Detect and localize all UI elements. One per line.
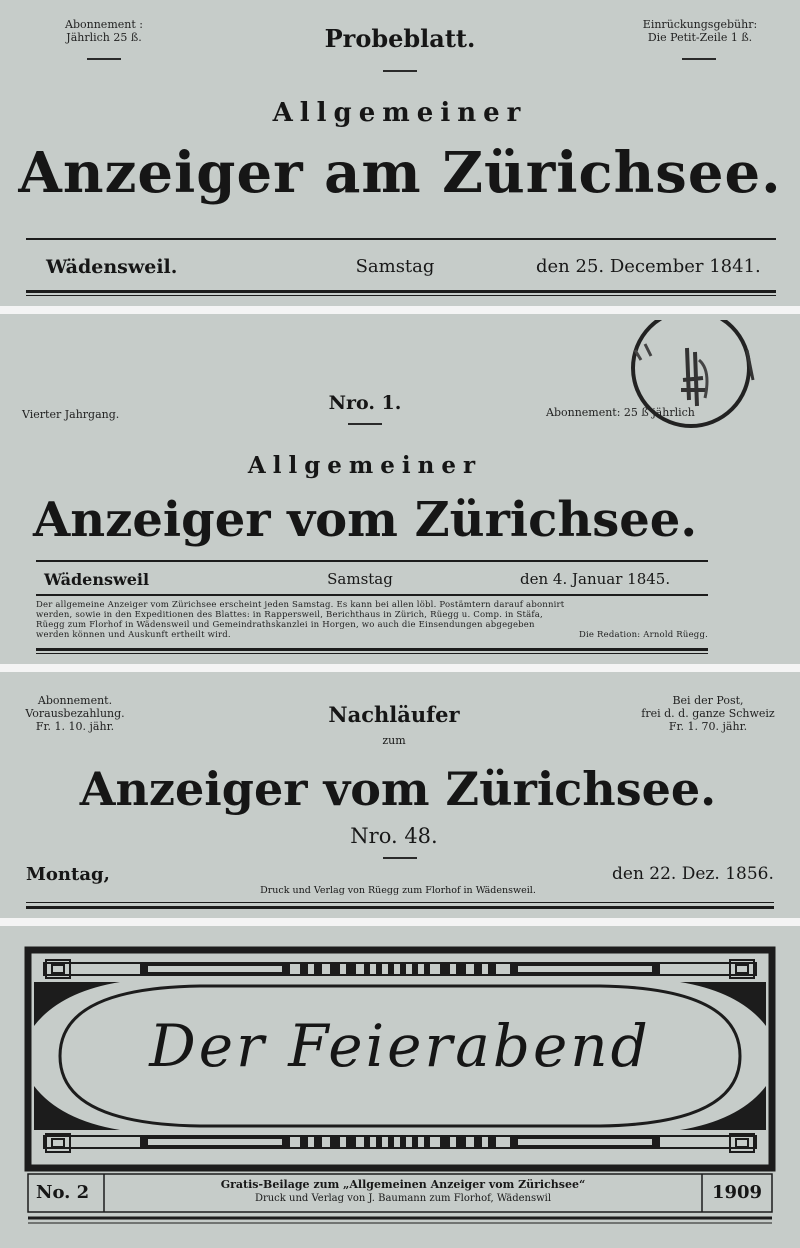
date: den 22. Dez. 1856. <box>612 864 774 884</box>
date: den 4. Januar 1845. <box>520 570 671 588</box>
subscription-note: Abonnement: 25 ß jährlich <box>546 406 695 419</box>
redaction: Die Redation: Arnold Rüegg. <box>578 630 708 640</box>
masthead-1845 <box>0 314 800 664</box>
rule <box>26 906 774 909</box>
rule-short <box>682 58 716 60</box>
place: Wädensweil <box>44 570 150 589</box>
kicker: Allgemeiner <box>247 452 483 479</box>
subscription-note: Abonnement. Vorausbezahlung. Fr. 1. 10. jähr. <box>25 694 125 733</box>
masthead-title: Anzeiger vom Zürichsee. <box>32 492 698 548</box>
rule <box>36 594 708 596</box>
rule <box>26 295 776 296</box>
rule <box>36 648 708 651</box>
year: 1909 <box>711 1182 763 1203</box>
masthead-title: Anzeiger vom Zürichsee. <box>79 762 717 816</box>
masthead-title: Anzeiger am Zürichsee. <box>18 140 782 206</box>
top-title: Probeblatt. <box>324 24 476 53</box>
rule <box>36 653 708 654</box>
zum-label: zum <box>382 734 406 747</box>
postal-note: Bei der Post, frei d. d. ganze Schweiz Fr. 1. 70. jähr. <box>641 694 775 733</box>
issue-number: No. 2 <box>36 1182 90 1203</box>
publication-notice: Der allgemeine Anzeiger vom Zürichsee erscheint jeden Samstag. Es kann bei allen löbl. Postämtern darauf abonnirt werden, sowie in den Expeditionen des Blattes: in Rappersweil, Berichthaus in Zürich, Rüegg u. Comp. in Stäfa, Rüegg zum Florhof in Wädensweil und Gemeindrathskanzlei in Horgen, wo auch die Einsendungen abgegeben werden können und Auskunft ertheilt wird. Die Redation: Arnold Rüegg. <box>36 600 708 640</box>
supplement-imprint: Gratis-Beilage zum „Allgemeinen Anzeiger vom Zürichsee“ Druck und Verlag von J. Baumann zum Florhof, Wädenswil <box>220 1178 586 1204</box>
notice-last-line: werden können und Auskunft ertheilt wird. Die Redation: Arnold Rüegg. <box>36 630 708 640</box>
place: Wädensweil. <box>46 256 178 278</box>
rule <box>26 902 774 903</box>
day: Samstag <box>327 570 393 588</box>
supplement-title: Der Feierabend <box>149 1012 651 1080</box>
rule <box>26 238 776 240</box>
issue-number: Nro. 48. <box>350 824 438 848</box>
rule <box>26 290 776 293</box>
issue-number: Nro. 1. <box>328 392 402 414</box>
advertising-fee-note: Einrückungsgebühr: Die Petit-Zeile 1 ß. <box>642 18 758 44</box>
volume-note: Vierter Jahrgang. <box>22 408 120 421</box>
supplement-title: Nachläufer <box>328 702 460 727</box>
masthead-1841 <box>0 0 800 306</box>
masthead-1856 <box>0 672 800 918</box>
imprint: Druck und Verlag von Rüegg zum Florhof in Wädensweil. <box>260 885 536 896</box>
rule <box>36 560 708 562</box>
rule-short <box>87 58 121 60</box>
day: Montag, <box>26 864 110 885</box>
kicker: Allgemeiner <box>272 98 528 128</box>
day: Samstag <box>355 256 435 277</box>
date: den 25. December 1841. <box>536 256 761 277</box>
rule-short <box>383 70 417 72</box>
masthead-1909 <box>0 926 800 1248</box>
subscription-note: Abonnement : Jährlich 25 ß. <box>65 18 143 44</box>
rule-short <box>348 423 382 425</box>
rule-short <box>383 857 417 859</box>
